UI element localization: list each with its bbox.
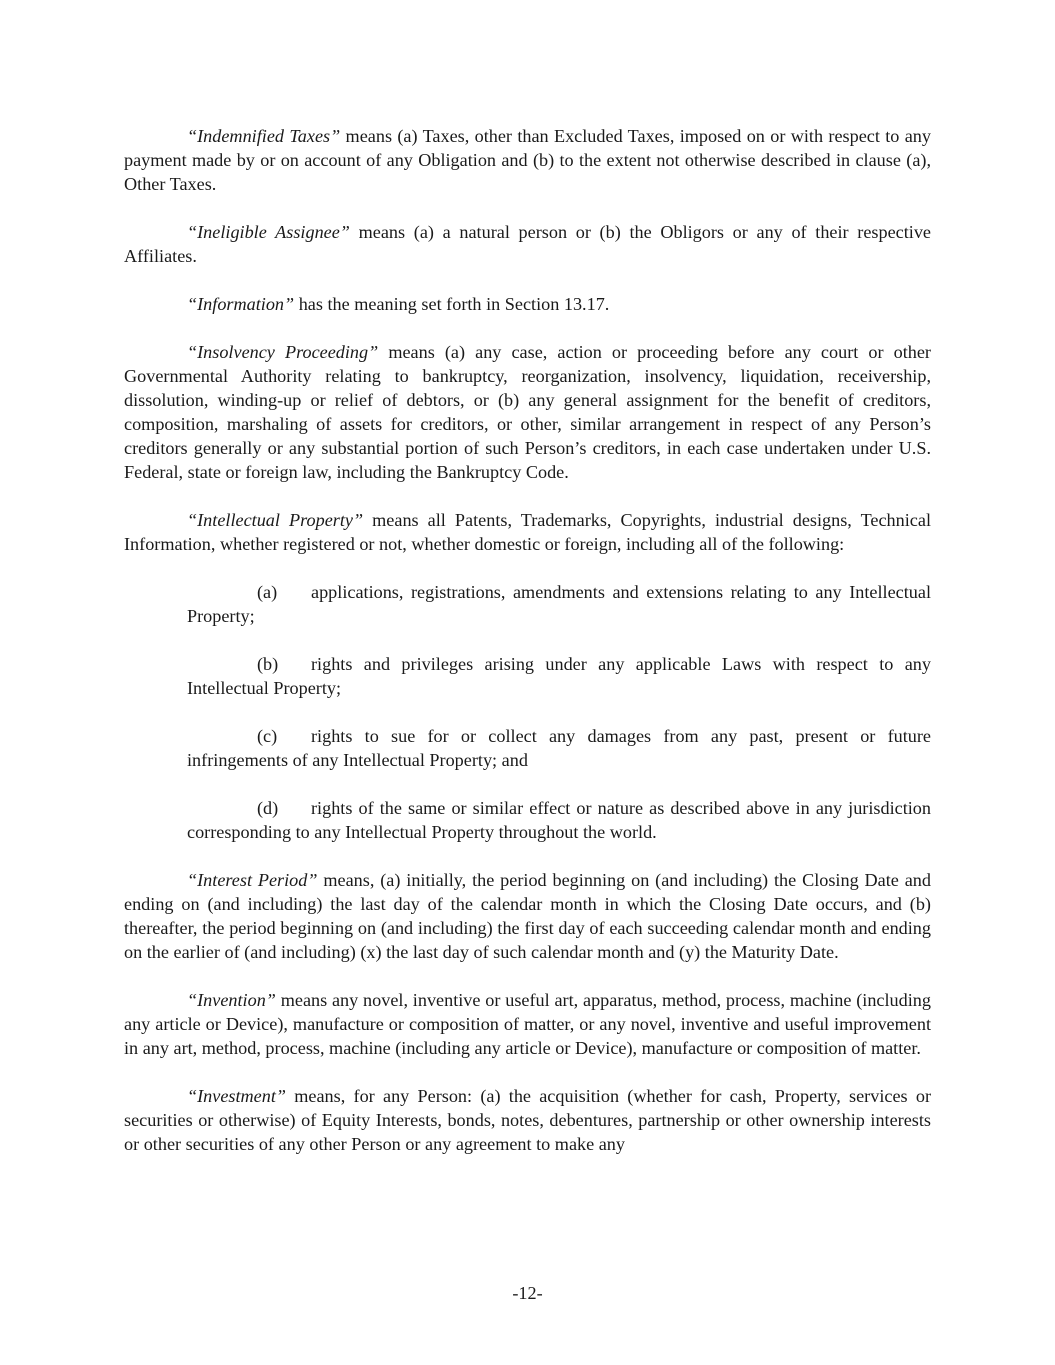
ip-clause-a bbox=[187, 580, 931, 628]
definition-text: means, for any Person: (a) the acquisition (whether for cash, Property, services or securities or otherwise) of Equity Interests, bonds, notes, debentures, partnership or other ownership interests or other securities of any other Person or any agreement to make any bbox=[124, 1086, 931, 1154]
clause-label: (a) bbox=[257, 582, 278, 602]
clause-label: (b) bbox=[257, 654, 279, 674]
clause-text: rights to sue for or collect any damages from any past, present or future infringements of any Intellectual Property; and bbox=[187, 726, 931, 770]
document-body bbox=[124, 124, 931, 1156]
ip-clause-b bbox=[187, 652, 931, 700]
definition-indemnified-taxes bbox=[124, 124, 931, 196]
defined-term: “Invention” bbox=[187, 990, 276, 1010]
clause-text: applications, registrations, amendments and extensions relating to any Intellectual Property; bbox=[187, 582, 931, 626]
clause-label: (c) bbox=[257, 726, 278, 746]
page-number: -12- bbox=[512, 1283, 543, 1303]
defined-term: “Information” bbox=[187, 294, 295, 314]
definition-text: means (a) a natural person or (b) the Obligors or any of their respective Affiliates. bbox=[124, 222, 932, 266]
defined-term: “Investment” bbox=[187, 1086, 287, 1106]
definition-insolvency-proceeding bbox=[124, 340, 931, 484]
defined-term: “Ineligible Assignee” bbox=[187, 222, 350, 242]
defined-term: “Intellectual Property” bbox=[187, 510, 364, 530]
definition-information bbox=[124, 292, 931, 316]
defined-term: “Insolvency Proceeding” bbox=[187, 342, 379, 362]
definition-text: means any novel, inventive or useful art, apparatus, method, process, machine (including any article or Device), manufacture or composition of matter, or any novel, inventive and useful improvement in any art, method, process, machine (including any article or Device), manufacture or composition of matter. bbox=[124, 990, 931, 1058]
ip-clause-d bbox=[187, 796, 931, 844]
definition-ineligible-assignee bbox=[124, 220, 931, 268]
defined-term: “Interest Period” bbox=[187, 870, 318, 890]
definition-intellectual-property bbox=[124, 508, 931, 556]
definition-text: means, (a) initially, the period beginning on (and including) the Closing Date and ending on (and including) the last day of the calendar month in which the Closing Date occurs, and (b) thereafter, the period beginning on (and including) the first day of each succeeding calendar month and ending on the earlier of (and including) (x) the last day of such calendar month and (y) the Maturity Date. bbox=[124, 870, 931, 962]
defined-term: “Indemnified Taxes” bbox=[187, 126, 341, 146]
definition-text: means (a) Taxes, other than Excluded Taxes, imposed on or with respect to any payment made by or on account of any Obligation and (b) to the extent not otherwise described in clause (a), Other Taxes. bbox=[124, 126, 931, 194]
clause-label: (d) bbox=[257, 798, 279, 818]
definition-invention bbox=[124, 988, 931, 1060]
definition-interest-period bbox=[124, 868, 931, 964]
definition-text: means (a) any case, action or proceeding before any court or other Governmental Authority relating to bankruptcy, reorganization, insolvency, liquidation, receivership, dissolution, winding-up or relief of debtors, or (b) any general assignment for the benefit of creditors, composition, marshaling of assets for creditors, or other, similar arrangement in respect of any Person’s creditors generally or any substantial portion of such Person’s creditors, in each case undertaken under U.S. Federal, state or foreign law, including the Bankruptcy Code. bbox=[124, 342, 931, 482]
definition-text: means all Patents, Trademarks, Copyrights, industrial designs, Technical Information, whether registered or not, whether domestic or foreign, including all of the following: bbox=[124, 510, 931, 554]
definition-text: has the meaning set forth in Section 13.17. bbox=[294, 294, 610, 314]
clause-text: rights of the same or similar effect or nature as described above in any jurisdiction corresponding to any Intellectual Property throughout the world. bbox=[187, 798, 931, 842]
ip-clause-c bbox=[187, 724, 931, 772]
clause-text: rights and privileges arising under any applicable Laws with respect to any Intellectual Property; bbox=[187, 654, 931, 698]
definition-investment bbox=[124, 1084, 931, 1156]
